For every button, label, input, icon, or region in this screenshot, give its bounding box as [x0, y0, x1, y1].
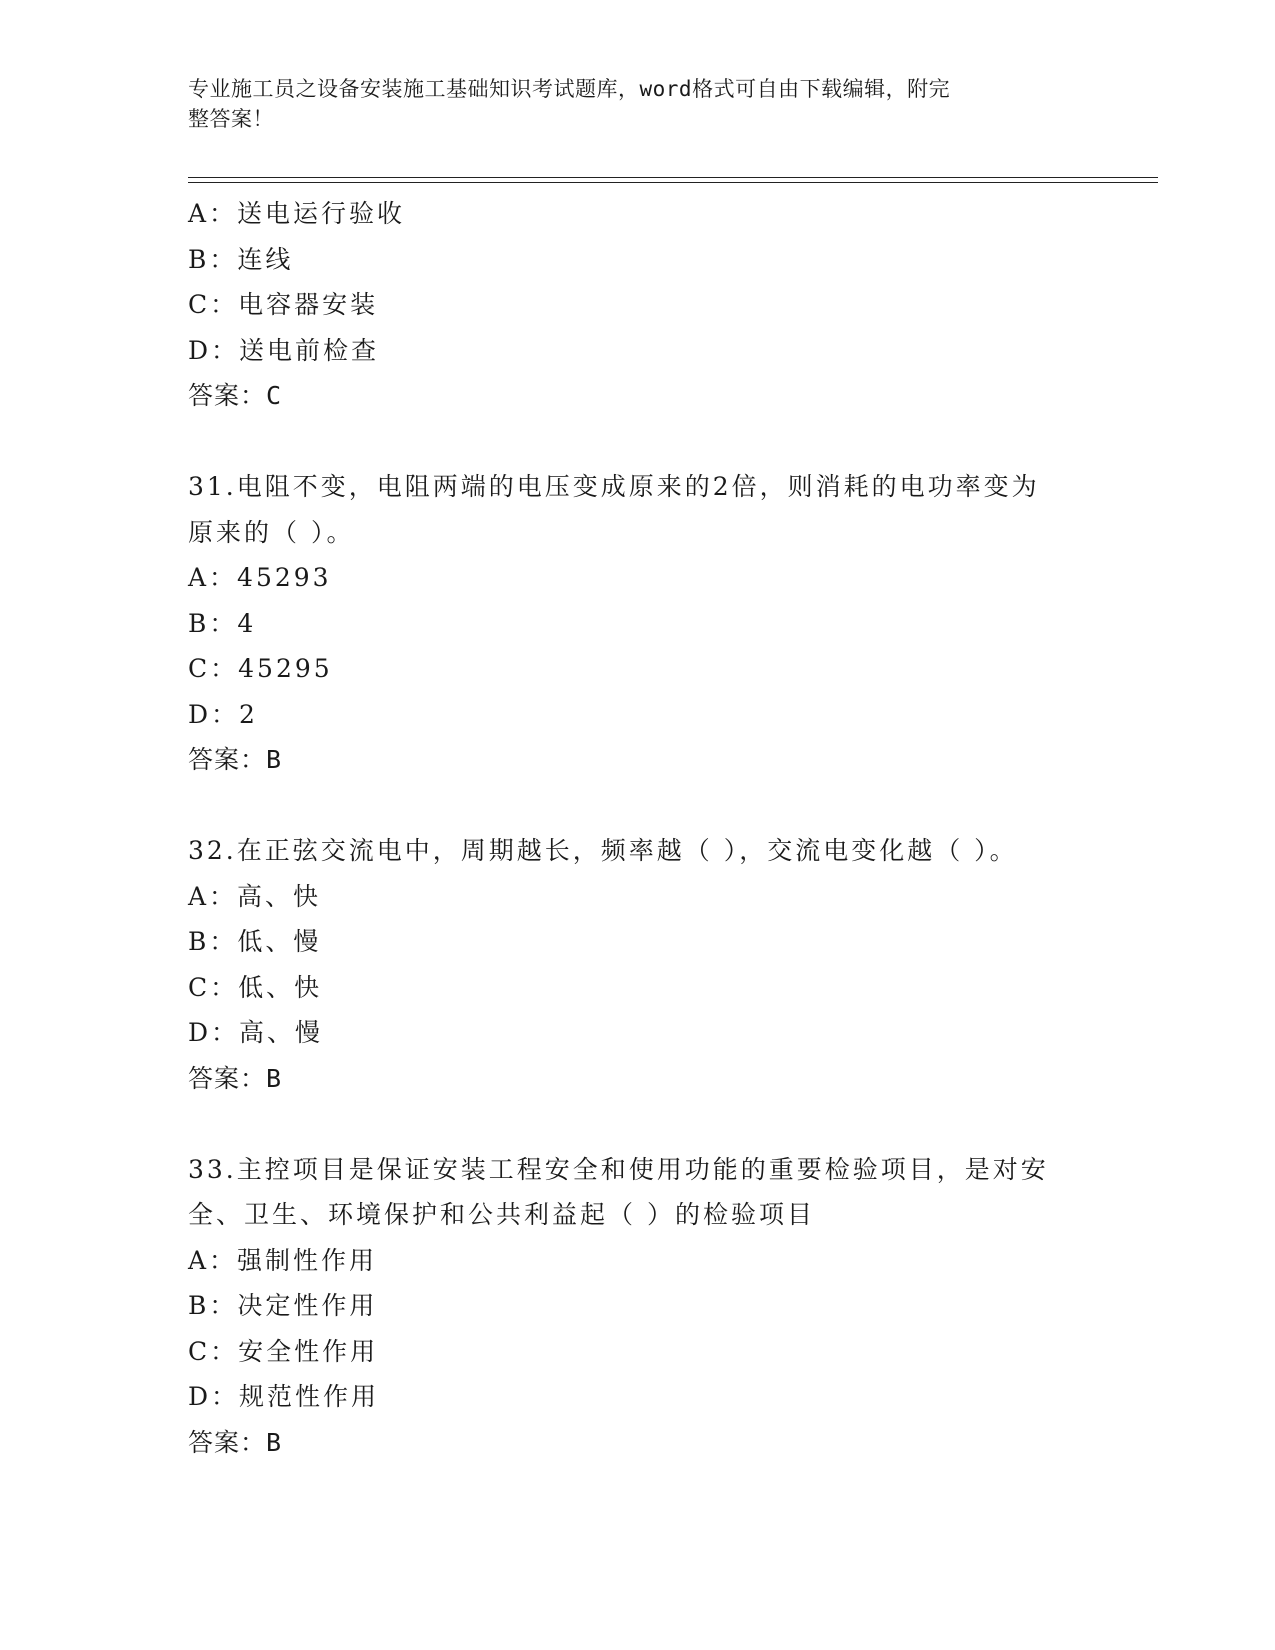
option-d: D：送电前检查	[188, 335, 380, 365]
option-a: A：强制性作用	[188, 1245, 378, 1275]
option-a: A：45293	[188, 563, 332, 592]
option-b: B：决定性作用	[188, 1291, 378, 1320]
document-header	[188, 74, 1068, 134]
question-stem-line-1: 33.主控项目是保证安装工程安全和使用功能的重要检验项目，是对安	[188, 1154, 1049, 1184]
option-c: C：安全性作用	[188, 1336, 379, 1366]
header-line-1: 专业施工员之设备安装施工基础知识考试题库，word格式可自由下载编辑，附完	[188, 77, 951, 101]
option-c: C：低、快	[188, 972, 323, 1002]
question-stem-line-1: 32.在正弦交流电中，周期越长，频率越（ ），交流电变化越（ ）。	[188, 836, 1018, 865]
option-c: C：电容器安装	[188, 290, 379, 319]
answer-line: 答案：B	[188, 1063, 283, 1093]
header-line-2: 整答案！	[188, 107, 274, 131]
answer-line: 答案：B	[188, 745, 283, 774]
option-b: B：连线	[188, 244, 294, 274]
question-stem-line-2: 原来的（ ）。	[188, 517, 355, 547]
question-block-30	[188, 191, 1088, 419]
question-block-33	[188, 1147, 1088, 1466]
question-stem-line-2: 全、卫生、环境保护和公共利益起（ ）的检验项目	[188, 1200, 815, 1229]
question-stem-line-1: 31.电阻不变，电阻两端的电压变成原来的2倍，则消耗的电功率变为	[188, 472, 1040, 501]
option-c: C：45295	[188, 654, 333, 683]
option-b: B：低、慢	[188, 927, 322, 956]
header-rule-bottom	[188, 182, 1158, 183]
option-a: A：送电运行验收	[188, 199, 406, 228]
option-d: D：规范性作用	[188, 1382, 380, 1411]
question-block-31	[188, 464, 1088, 783]
option-d: D：高、慢	[188, 1018, 324, 1047]
answer-line: 答案：B	[188, 1427, 283, 1457]
header-rule-top	[188, 177, 1158, 178]
option-d: D：2	[188, 699, 258, 729]
question-block-32	[188, 828, 1088, 1101]
option-a: A：高、快	[188, 881, 322, 911]
option-b: B：4	[188, 608, 257, 638]
question-list	[188, 191, 1088, 1465]
answer-line: 答案：C	[188, 381, 283, 410]
